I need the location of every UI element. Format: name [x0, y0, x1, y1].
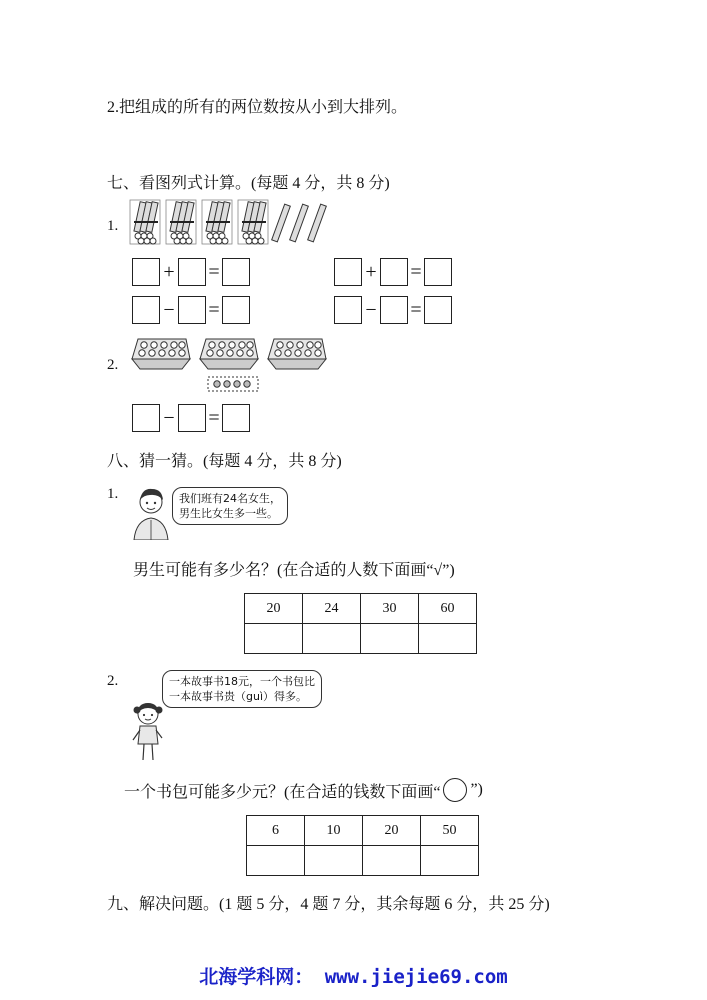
equals-sign: =	[410, 261, 422, 283]
answer-box[interactable]	[380, 296, 408, 324]
question-text-before: 一个书包可能多少元？(在合适的钱数下面画“	[124, 783, 441, 801]
question-8-1-text: 男生可能有多少名？(在合适的人数下面画“√”)	[133, 562, 455, 579]
stick-bundle-icon	[202, 200, 232, 244]
answer-box[interactable]	[334, 258, 362, 286]
answer-box[interactable]	[132, 258, 160, 286]
options-table-prices	[246, 815, 479, 876]
equals-sign: =	[208, 299, 220, 321]
egg-tray-icon	[200, 339, 258, 369]
question-8-1-number: 1.	[107, 486, 119, 502]
answer-box[interactable]	[178, 404, 206, 432]
section-9-heading: 九、解决问题。(1 题 5 分，4 题 7 分，其余每题 6 分，共 25 分)	[107, 896, 550, 913]
answer-cell[interactable]	[245, 624, 303, 654]
answer-box[interactable]	[380, 258, 408, 286]
answer-cell[interactable]	[419, 624, 477, 654]
question-6-2: 2.把组成的所有的两位数按从小到大排列。	[107, 99, 408, 116]
speech-bubble	[172, 487, 288, 525]
stick-bundle-icon	[130, 200, 160, 244]
minus-sign: −	[365, 299, 377, 321]
circle-mark-icon	[443, 778, 467, 802]
option-value: 30	[361, 594, 419, 624]
speech-line: 一本故事书贵（guì）得多。	[169, 690, 308, 703]
answer-box[interactable]	[222, 404, 250, 432]
answer-cell[interactable]	[305, 846, 363, 876]
speech-bubble	[162, 670, 322, 708]
answer-box[interactable]	[222, 296, 250, 324]
equals-sign: =	[208, 407, 220, 429]
answer-box[interactable]	[178, 296, 206, 324]
option-value: 24	[303, 594, 361, 624]
answer-box[interactable]	[132, 404, 160, 432]
single-sticks-icon	[272, 204, 327, 242]
option-value: 6	[247, 816, 305, 846]
plus-sign: +	[163, 261, 175, 283]
stick-bundles-illustration	[126, 198, 336, 248]
answer-box[interactable]	[132, 296, 160, 324]
question-8-2-number: 2.	[107, 673, 119, 689]
speech-line: 男生比女生多一些。	[179, 507, 278, 520]
answer-box[interactable]	[222, 258, 250, 286]
answer-box[interactable]	[424, 296, 452, 324]
section-7-heading: 七、看图列式计算。(每题 4 分，共 8 分)	[107, 175, 390, 192]
stick-bundle-icon	[238, 200, 268, 244]
option-value: 20	[363, 816, 421, 846]
stick-bundle-icon	[166, 200, 196, 244]
egg-tray-icon	[132, 339, 190, 369]
minus-sign: −	[163, 299, 175, 321]
loose-eggs-icon	[208, 377, 258, 391]
answer-cell[interactable]	[303, 624, 361, 654]
answer-box[interactable]	[178, 258, 206, 286]
answer-box[interactable]	[334, 296, 362, 324]
answer-cell[interactable]	[421, 846, 479, 876]
options-table-boys	[244, 593, 477, 654]
answer-box[interactable]	[424, 258, 452, 286]
section-8-heading: 八、猜一猜。(每题 4 分，共 8 分)	[107, 453, 342, 470]
boy-character-icon	[128, 484, 174, 540]
option-value: 50	[421, 816, 479, 846]
minus-sign: −	[163, 407, 175, 429]
speech-line: 我们班有24名女生，	[179, 492, 281, 505]
speech-line: 一本故事书18元，一个书包比	[169, 675, 315, 688]
equals-sign: =	[208, 261, 220, 283]
option-value: 10	[305, 816, 363, 846]
girl-character-icon	[128, 700, 168, 762]
plus-sign: +	[365, 261, 377, 283]
answer-cell[interactable]	[363, 846, 421, 876]
question-7-2-number: 2.	[107, 357, 119, 373]
question-8-2-text	[124, 778, 483, 802]
option-value: 60	[419, 594, 477, 624]
egg-trays-illustration	[128, 333, 333, 393]
option-value: 20	[245, 594, 303, 624]
equals-sign: =	[410, 299, 422, 321]
answer-cell[interactable]	[361, 624, 419, 654]
question-text-after: ”)	[470, 781, 483, 798]
question-7-1-number: 1.	[107, 218, 119, 234]
egg-tray-icon	[268, 339, 326, 369]
footer-watermark: 北海学科网： www.jiejie69.com	[199, 966, 508, 988]
answer-cell[interactable]	[247, 846, 305, 876]
